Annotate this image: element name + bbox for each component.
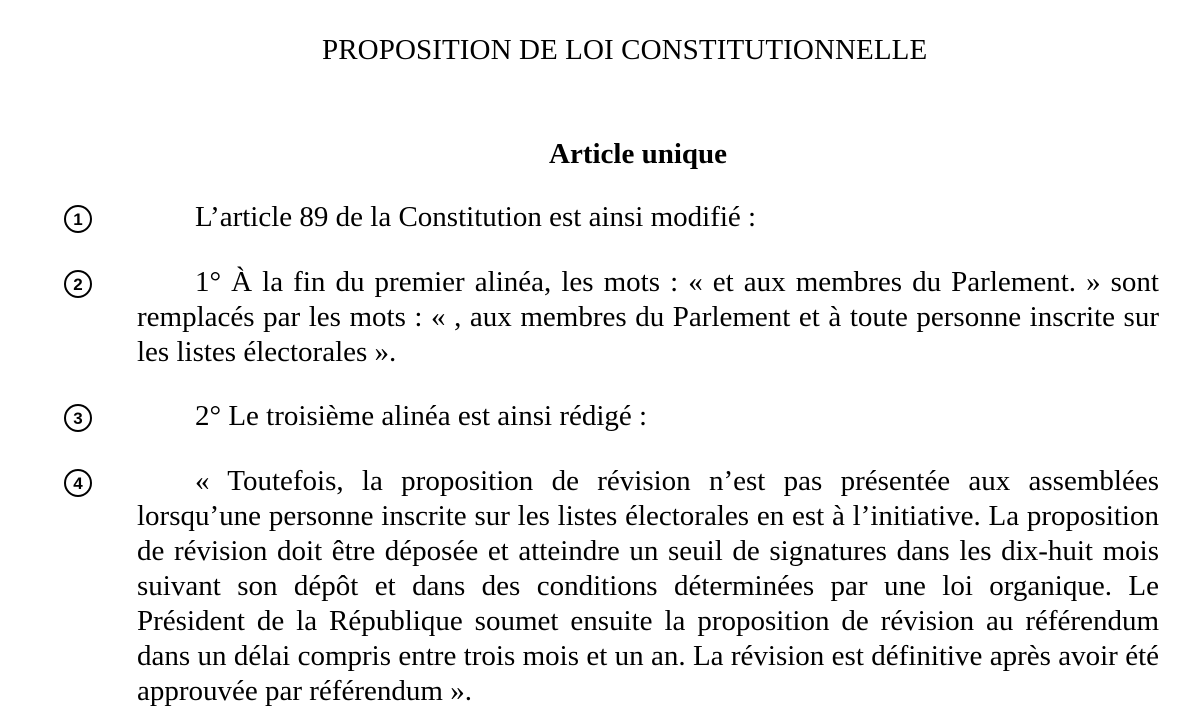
article-heading: Article unique (549, 138, 728, 170)
paragraph-number-2-badge: 2 (64, 270, 92, 298)
paragraph-number-1-badge: 1 (64, 205, 92, 233)
paragraph-4-text: « Toutefois, la proposition de révision n’est pas présentée aux assemblées lorsqu’une personne inscrite sur les listes électorales en est à l’initiative. La proposition de révision doit être déposée et atteindre un seuil de signatures dans les dix-huit mois suivant son dépôt et dans des conditions déterminées par une loi organique. Le Président de la République soumet ensuite la proposition de révision au référendum dans un délai compris entre trois mois et un an. La révision est définitive après avoir été approuvée par référendum ». (137, 465, 1159, 707)
paragraph-3 (137, 399, 1159, 434)
paragraph-3-text: 2° Le troisième alinéa est ainsi rédigé : (195, 400, 648, 432)
paragraph-2-text: 1° À la fin du premier alinéa, les mots : « et aux membres du Parlement. » sont remplacés par les mots : « , aux membres du Parlement et à toute personne inscrite sur les listes électorales ». (137, 266, 1159, 368)
paragraph-1-text: L’article 89 de la Constitution est ainsi modifié : (195, 201, 757, 233)
paragraph-2 (137, 265, 1159, 370)
paragraph-number-3-badge: 3 (64, 404, 92, 432)
paragraph-1 (137, 200, 1159, 235)
paragraph-number-4-badge: 4 (64, 469, 92, 497)
paragraph-4 (137, 464, 1159, 709)
document-title: PROPOSITION DE LOI CONSTITUTIONNELLE (322, 34, 928, 66)
